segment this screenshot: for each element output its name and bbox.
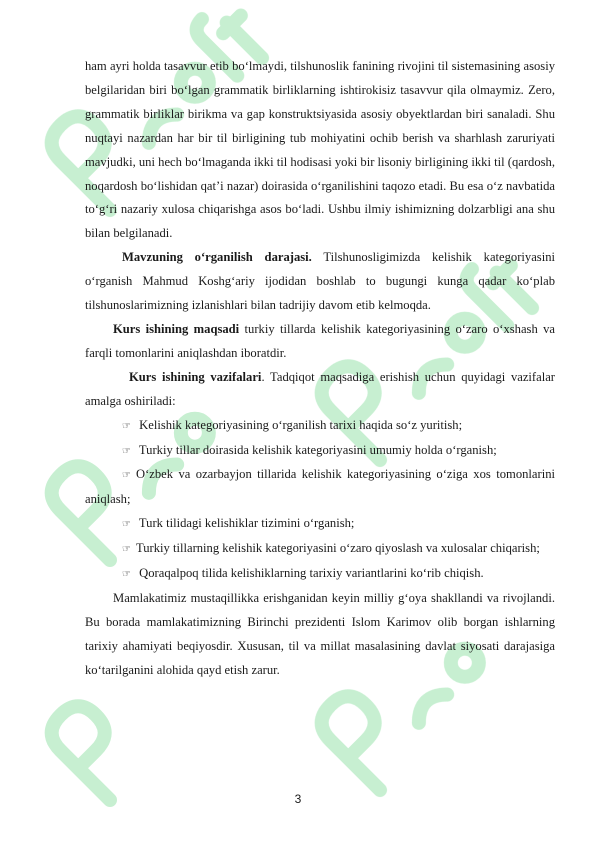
list-item-text: O‘zbek va ozarbayjon tillarida kelishik kategoriyasining o‘ziga xos tomonlarini aniqlash; [85, 467, 555, 507]
paragraph-study-level [85, 246, 555, 318]
list-item [85, 463, 555, 512]
list-item [85, 562, 555, 587]
study-level-text: Tilshunosligimizda kelishik kategoriyasini o‘rganish Mahmud Koshg‘ariy ijodidan boshlab to bugungi kunga qadar ko‘plab tilshunoslarimizning izlanishlari bilan tadrijiy davom etib kelmoqda. [85, 250, 555, 313]
list-item-text: Kelishik kategoriyasining o‘rganilish tarixi haqida so‘z yuritish; [139, 417, 463, 432]
paragraph-intro-continued: ham ayri holda tasavvur etib bo‘lmaydi, tilshunoslik fanining rivojini til sistemasining asosiy belgilaridan biri bo‘lgan grammatik birliklarning ishtirokisiz tasavvur qila olmaymiz. Zero, grammatik birliklar birikma va gap konstruktsiyasida asosiy obyektlardan biri sanaladi. Shu nuqtayi nazardan har bir til birligining tub mohiyatini ochib berish va sharhlash zaruriyati mavjudki, uni hech bo‘lmaganda ikki til hodisasi yoki bir lisoniy birligining ikki til (qardosh, noqardosh bo‘lishidan qat’i nazar) doirasida o‘rganilishini taqozo etadi. Bu esa o‘z navbatida to‘g‘ri nazariy xulosa chiqarishga asos bo‘ladi. Ushbu ilmiy ishimizning dolzarbligi ana shu bilan belgilanadi. [85, 59, 555, 241]
document-body [85, 55, 555, 683]
list-item-text: Turk tilidagi kelishiklar tizimini o‘rganish; [138, 516, 355, 531]
page-number: 3 [294, 792, 302, 806]
pointing-hand-icon: ☞ [122, 470, 131, 482]
pointing-hand-icon: ☞ [122, 420, 131, 432]
list-item-text: Turkiy tillar doirasida kelishik kategoriyasini umumiy holda o‘rganish; [138, 442, 497, 457]
list-item-text: Turkiy tillarning kelishik kategoriyasini o‘zaro qiyoslash va xulosalar chiqarish; [136, 541, 540, 556]
list-item-text: Qoraqalpoq tilida kelishiklarning tarixiy variantlarini ko‘rib chiqish. [139, 566, 484, 581]
pointing-hand-icon: ☞ [122, 569, 131, 581]
goal-text: turkiy tillarda kelishik kategoriyasining o‘zaro o‘xshash va farqli tomonlarini aniqlashdan iboratdir. [85, 321, 555, 360]
paragraph-goal [85, 318, 555, 366]
pointing-hand-icon: ☞ [122, 445, 131, 457]
heading-study-level: Mavzuning o‘rganilish darajasi. [122, 250, 312, 265]
list-item [85, 439, 555, 464]
pointing-hand-icon: ☞ [122, 544, 131, 556]
heading-tasks: Kurs ishining vazifalari [129, 369, 262, 384]
paragraph-independence: Mamlakatimiz mustaqillikka erishganidan keyin milliy g‘oya shakllandi va rivojlandi. Bu borada mamlakatimizning Birinchi prezidenti Islom Karimov olib borgan ishlarning tarixiy ahamiyati beqiyosdir. Xususan, til va millat masalasining davlat siyosati darajasiga ko‘tarilganini alohida qayd etish zarur. [85, 590, 555, 677]
list-item [85, 537, 555, 562]
paragraph-tasks [85, 366, 555, 414]
list-item [85, 414, 555, 439]
tasks-text: . Tadqiqot maqsadiga erishish uchun quyidagi vazifalar amalga oshiriladi: [85, 369, 555, 408]
watermark-mark [43, 697, 146, 800]
heading-goal: Kurs ishining maqsadi [113, 321, 240, 336]
list-item [85, 512, 555, 537]
pointing-hand-icon: ☞ [122, 519, 131, 531]
